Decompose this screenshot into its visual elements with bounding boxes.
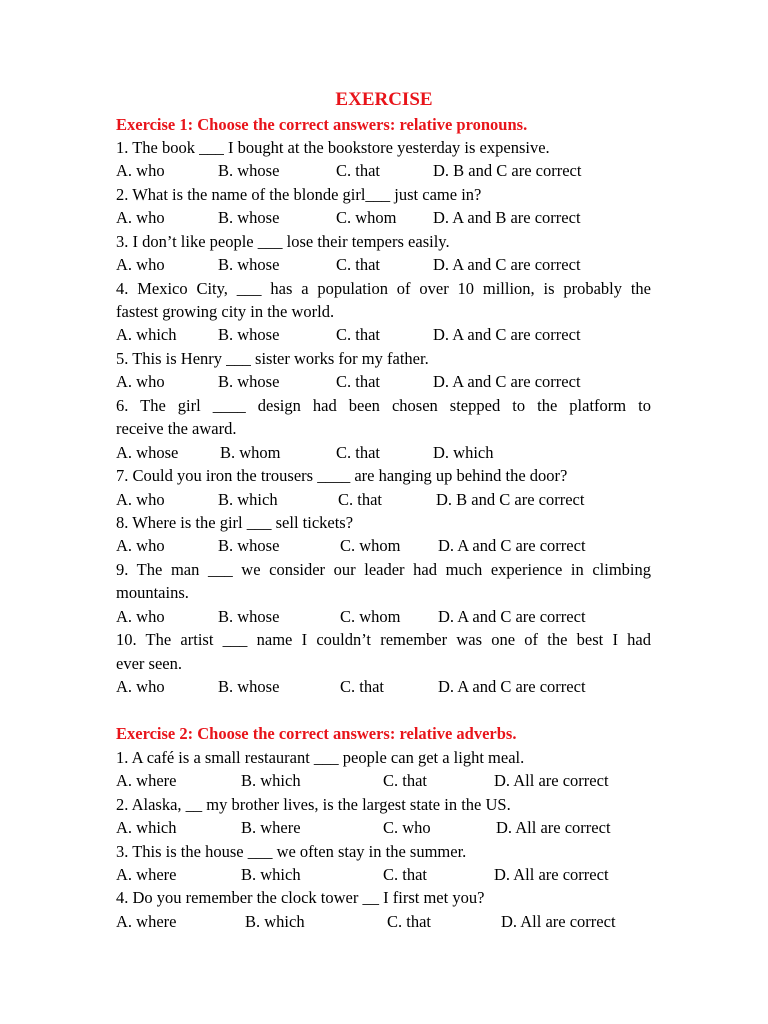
option-c: C. whom bbox=[340, 607, 401, 626]
option-a: A. who bbox=[116, 536, 165, 555]
option-a: A. who bbox=[116, 677, 165, 696]
option-c: C. that bbox=[383, 771, 427, 790]
option-a: A. who bbox=[116, 372, 165, 391]
option-a: A. who bbox=[116, 255, 165, 274]
question-1-3: 3. I don’t like people ___ lose their tempers easily. bbox=[116, 232, 450, 251]
option-c: C. that bbox=[338, 490, 382, 509]
option-c: C. that bbox=[387, 912, 431, 931]
option-d: D. All are correct bbox=[496, 818, 611, 837]
question-1-6-cont: receive the award. bbox=[116, 419, 237, 438]
question-1-4-cont: fastest growing city in the world. bbox=[116, 302, 335, 321]
option-b: B. whom bbox=[220, 443, 281, 462]
question-1-4: 4. Mexico City, ___ has a population of over 10 million, is probably the bbox=[116, 279, 651, 298]
option-a: A. who bbox=[116, 490, 165, 509]
question-1-7: 7. Could you iron the trousers ____ are hanging up behind the door? bbox=[116, 466, 568, 485]
option-c: C. that bbox=[336, 161, 380, 180]
option-d: D. A and C are correct bbox=[433, 372, 581, 391]
option-b: B. whose bbox=[218, 161, 280, 180]
option-d: D. A and C are correct bbox=[438, 536, 586, 555]
option-a: A. where bbox=[116, 912, 177, 931]
exercise-1-heading: Exercise 1: Choose the correct answers: relative pronouns. bbox=[116, 115, 528, 134]
question-1-8: 8. Where is the girl ___ sell tickets? bbox=[116, 513, 354, 532]
option-d: D. A and C are correct bbox=[433, 325, 581, 344]
option-b: B. whose bbox=[218, 677, 280, 696]
option-a: A. which bbox=[116, 325, 177, 344]
option-c: C. whom bbox=[340, 536, 401, 555]
option-a: A. who bbox=[116, 208, 165, 227]
option-d: D. which bbox=[433, 443, 494, 462]
option-b: B. whose bbox=[218, 255, 280, 274]
option-b: B. whose bbox=[218, 325, 280, 344]
option-a: A. where bbox=[116, 865, 177, 884]
question-1-10: 10. The artist ___ name I couldn’t remember was one of the best I had bbox=[116, 630, 651, 649]
option-b: B. where bbox=[241, 818, 301, 837]
option-a: A. who bbox=[116, 161, 165, 180]
option-c: C. that bbox=[383, 865, 427, 884]
option-c: C. that bbox=[336, 325, 380, 344]
question-1-10-cont: ever seen. bbox=[116, 654, 182, 673]
option-c: C. that bbox=[336, 443, 380, 462]
option-c: C. that bbox=[340, 677, 384, 696]
option-d: D. A and C are correct bbox=[438, 677, 586, 696]
question-1-6: 6. The girl ____ design had been chosen stepped to the platform to bbox=[116, 396, 651, 415]
page-title: EXERCISE bbox=[335, 89, 433, 110]
option-b: B. which bbox=[218, 490, 278, 509]
question-2-1: 1. A café is a small restaurant ___ people can get a light meal. bbox=[116, 748, 525, 767]
question-1-9-cont: mountains. bbox=[116, 583, 189, 602]
exercise-2-heading: Exercise 2: Choose the correct answers: relative adverbs. bbox=[116, 724, 517, 743]
option-d: D. A and C are correct bbox=[433, 255, 581, 274]
option-a: A. whose bbox=[116, 443, 179, 462]
option-c: C. whom bbox=[336, 208, 397, 227]
option-b: B. whose bbox=[218, 536, 280, 555]
option-b: B. which bbox=[241, 865, 301, 884]
option-d: D. A and B are correct bbox=[433, 208, 581, 227]
option-a: A. where bbox=[116, 771, 177, 790]
question-1-1: 1. The book ___ I bought at the bookstore yesterday is expensive. bbox=[116, 138, 550, 157]
question-1-9: 9. The man ___ we consider our leader had much experience in climbing bbox=[116, 560, 651, 579]
option-c: C. that bbox=[336, 372, 380, 391]
option-d: D. All are correct bbox=[494, 771, 609, 790]
option-b: B. whose bbox=[218, 607, 280, 626]
option-a: A. who bbox=[116, 607, 165, 626]
option-d: D. All are correct bbox=[494, 865, 609, 884]
option-d: D. B and C are correct bbox=[433, 161, 582, 180]
question-2-2: 2. Alaska, __ my brother lives, is the largest state in the US. bbox=[116, 795, 511, 814]
question-2-3: 3. This is the house ___ we often stay in the summer. bbox=[116, 842, 467, 861]
option-d: D. B and C are correct bbox=[436, 490, 585, 509]
question-1-5: 5. This is Henry ___ sister works for my father. bbox=[116, 349, 429, 368]
option-b: B. which bbox=[241, 771, 301, 790]
question-2-4: 4. Do you remember the clock tower __ I first met you? bbox=[116, 888, 485, 907]
option-c: C. that bbox=[336, 255, 380, 274]
option-b: B. whose bbox=[218, 372, 280, 391]
option-a: A. which bbox=[116, 818, 177, 837]
option-b: B. whose bbox=[218, 208, 280, 227]
option-d: D. All are correct bbox=[501, 912, 616, 931]
option-d: D. A and C are correct bbox=[438, 607, 586, 626]
question-1-2: 2. What is the name of the blonde girl___ just came in? bbox=[116, 185, 482, 204]
option-c: C. who bbox=[383, 818, 431, 837]
option-b: B. which bbox=[245, 912, 305, 931]
